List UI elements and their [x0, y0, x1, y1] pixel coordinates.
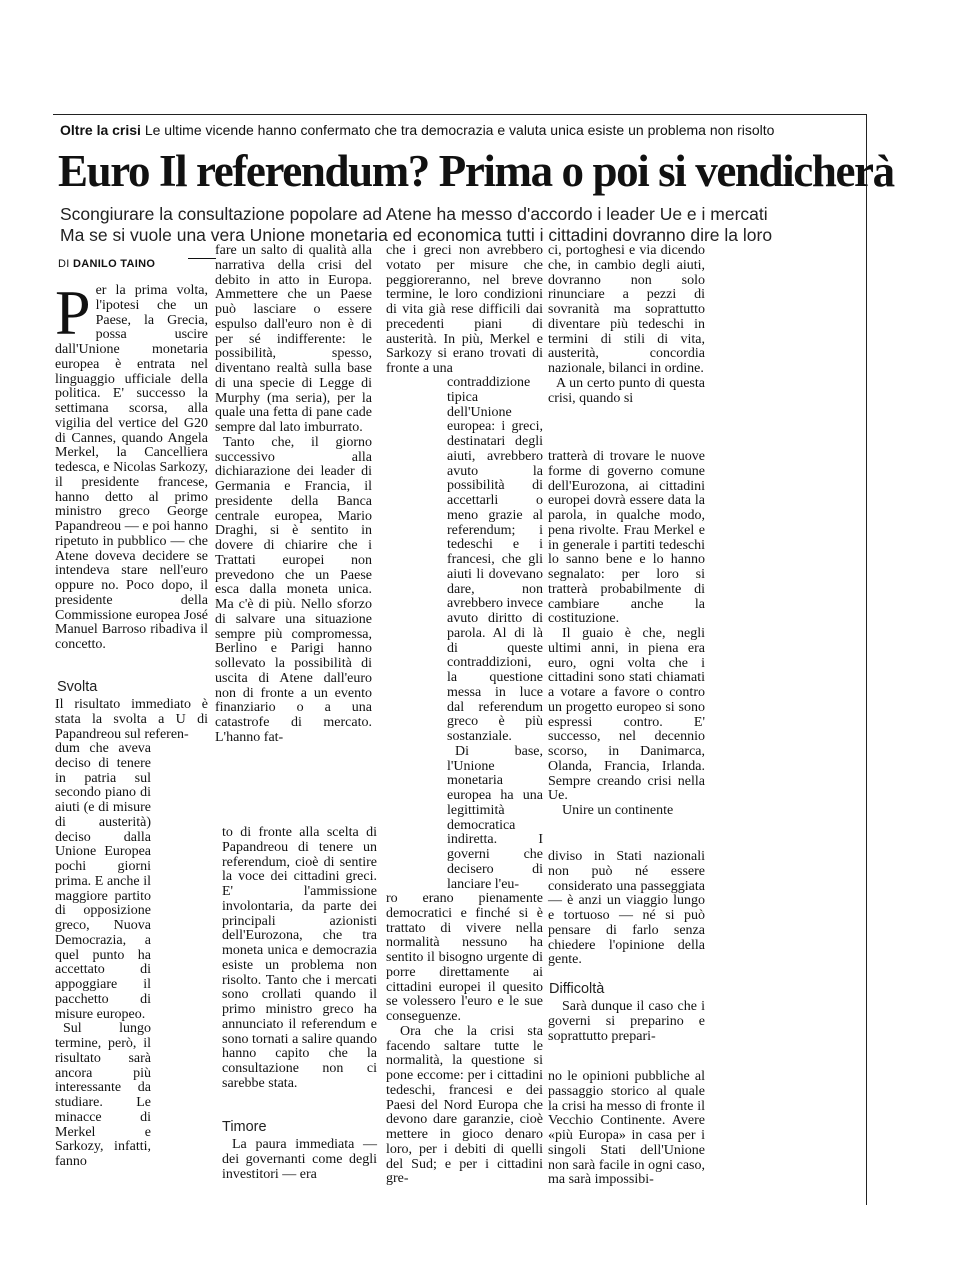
column-1-svolta-start	[55, 698, 208, 742]
column-4-lower	[548, 850, 705, 968]
lead-text: er la prima volta, l'ipotesi che un Paese, la Grecia, possa uscire dall'Unione monetaria europea è entrata nel linguaggio ufficiale della politica. E' successo la settimana scorsa, alla vigilia del vertice del G20 di Cannes, quando Angela Merkel, la Cancelliera tedesca, e Nicolas Sarkozy, il presidente francese, hanno detto al primo ministro greco George Papandreou — e poi hanno ripetuto in pubblico — che Atene doveva decidere se intendeva stare nell'euro oppure no. Poco dopo, il presidente della Commissione europea José Manuel Barroso ribadiva il concetto.	[55, 283, 208, 652]
paragraph: La paura immediata — dei governanti come degli investitori — era	[222, 1137, 377, 1182]
column-2-continued	[222, 826, 377, 1092]
byline-rule	[188, 258, 216, 259]
paragraph: Tanto che, il giorno successivo alla dichiarazione dei leader di Germania e Francia, il presidente della Banca centrale europea, Mario Draghi, si è sentito in dovere di chiarire che i Trattati europei non prevedono che un Paese esca dalla moneta unica. Ma c'è di più. Nello sforzo di salvare una situazione sempre più compromessa, Berlino e Parigi hanno sollevato la possibilità di uscita di Atene dall'euro non di fronte a un evento finanziario o a una catastrofe di mercato. L'hanno fat-	[215, 434, 372, 745]
subhead-timore: Timore	[222, 1119, 267, 1135]
kicker	[60, 121, 860, 139]
column-3-narrow	[447, 376, 543, 892]
paragraph: no le opinioni pubbliche al passaggio storico al quale la crisi ha messo di fronte il Vecchio Continente. Avere «più Europa» in casa per i singoli Stati dell'Unione non sarà facile in ogni caso, ma sarà impossibi-	[548, 1069, 705, 1188]
paragraph: Unire un continente	[562, 803, 674, 818]
column-1	[55, 277, 208, 653]
paragraph: dum che aveva deciso di tenere in patria sul secondo piano di aiuti (e di misure di austerità) deciso dalla Unione Europea pochi giorni prima. E anche il maggiore partito di opposizione greco, Nuova Democrazia, a quel punto ha accettato di appoggiare il pacchetto di misure europeo.	[55, 741, 151, 1022]
paragraph: contraddizione tipica dell'Unione europea: i greci, destinatari degli aiuti, avrebbero avuto la possibilità di accettarli o meno grazie al referendum; i tedeschi e i francesi, che gli aiuti li dovevano dare, non avrebbero invece avuto diritto di parola. Al di là di queste contraddizioni, la questione messa in luce dal referendum greco è più sostanziale.	[447, 375, 543, 744]
paragraph: che i greci non avrebbero votato per misure che peggioreranno, nel breve termine, le loro condizioni di vita già rese difficili dai precedenti piani di austerità. In più, Merkel e Sarkozy si erano trovati di fronte a una	[386, 243, 543, 376]
paragraph: fare un salto di qualità alla narrativa della crisi del debito in atto in Europa. Ammettere che un Paese può lasciare o essere espulso dall'euro non è di per sé indifferente: le possibilità, spesso, diventano realtà sulla base di una specie di Legge di Murphy (ma seria), per la quale una fetta di pane cade sempre dal lato imburrato.	[215, 243, 372, 435]
column-2	[215, 244, 372, 746]
subtitle-line-2: Ma se si vuole una vera Unione monetaria ed economica tutti i cittadini dovranno dire la loro	[60, 225, 773, 245]
kicker-label: Oltre la crisi	[60, 122, 141, 138]
drop-cap: P	[55, 277, 91, 348]
subtitle-line-1: Scongiurare la consultazione popolare ad Atene ha messo d'accordo i leader Ue e i mercati	[60, 204, 768, 224]
byline	[58, 258, 155, 270]
headline: Euro Il referendum? Prima o poi si vendicherà	[58, 146, 894, 196]
paragraph: diviso in Stati nazionali non può né essere considerato una passeggiata — è anzi un viaggio lungo e tortuoso — né si può pensare di farlo senza chiedere l'opinione della gente.	[548, 849, 705, 968]
column-4-bottom	[548, 1070, 705, 1188]
subhead-difficolta: Difficoltà	[549, 981, 605, 997]
paragraph: to di fronte alla scelta di Papandreou di tenere un referendum, cioè di sentire la voce dei cittadini greci. E' l'ammissione involontaria, da parte dei principali azionisti dell'Eurozona, che tra moneta unica e democrazia esiste un problema non risolto. Tanto che i mercati sono crollati quando il primo ministro greco ha annunciato il referendum e sono tornati a salire quando hanno capito che la consultazione non ci sarebbe stata.	[222, 825, 377, 1091]
lead-paragraph	[55, 277, 208, 653]
paragraph: Il guaio è che, negli ultimi anni, in piena era euro, ogni volta che i cittadini sono stati chiamati a votare a favore o contro un progetto europeo si sono espressi contro. E' successo, nel decennio scorso, in Danimarca, Olanda, Francia, Irlanda. Sempre creando crisi nella Ue.	[548, 626, 705, 804]
paragraph: Sarà dunque il caso che i governi si preparino e soprattutto prepari-	[548, 999, 705, 1044]
column-4-top	[548, 244, 705, 406]
column-1-narrow	[55, 742, 151, 1170]
column-4-difficolta	[548, 1000, 705, 1044]
paragraph: ro erano pienamente democratici e finché si è trattato di vivere nella normalità nessuno ha sentito il bisogno urgente di porre direttamente ai cittadini europei il quesito se volessero l'euro e le sue conseguenze.	[386, 891, 543, 1024]
paragraph: A un certo punto di questa crisi, quando si	[548, 375, 705, 406]
column-2-timore	[222, 1138, 377, 1182]
paragraph: Il risultato immediato è stata la svolta a U di Papandreou sul referen-	[55, 697, 208, 742]
byline-author: DANILO TAINO	[72, 258, 156, 270]
paragraph: Ora che la crisi sta facendo saltare tutte le normalità, la questione si pone eccome: per i cittadini tedeschi, francesi e dei Paesi del Nord Europa che devono dare garanzie, cioè mettere in gioco denaro loro, per i debiti di quelli del Sud; e per i cittadini gre-	[386, 1023, 543, 1187]
kicker-text: Le ultime vicende hanno confermato che tra democrazia e valuta unica esiste un problema non risolto	[140, 122, 775, 138]
paragraph: ci, portoghesi e via dicendo che, in cambio degli aiuti, dovranno non solo rinunciare a pezzi di sovranità ma soprattutto diventare più tedeschi in termini di stili di vita, austerità, concordia nazionale, bilanci in ordine.	[548, 243, 705, 376]
paragraph: Di base, l'Unione monetaria europea ha una legittimità democratica indiretta. I governi che decisero di lanciare l'eu-	[447, 743, 543, 892]
column-3-bottom	[386, 892, 543, 1187]
column-3-top	[386, 244, 543, 377]
byline-prefix: DI	[58, 258, 73, 270]
paragraph: Sul lungo termine, però, il risultato sarà ancora più interessante da studiare. Le minacce di Merkel e Sarkozy, infatti, fanno	[55, 1021, 151, 1169]
column-4-middle	[548, 450, 705, 819]
subhead-svolta: Svolta	[57, 679, 98, 695]
paragraph: tratterà di trovare le nuove forme di governo comune dell'Eurozona, ai cittadini europei dovrà essere data la parola, in qualche modo, pena rivolte. Frau Merkel e in generale i partiti tedeschi lo sanno bene e lo hanno segnalato: per loro si tratterà probabilmente di cambiare anche la costituzione.	[548, 449, 705, 627]
